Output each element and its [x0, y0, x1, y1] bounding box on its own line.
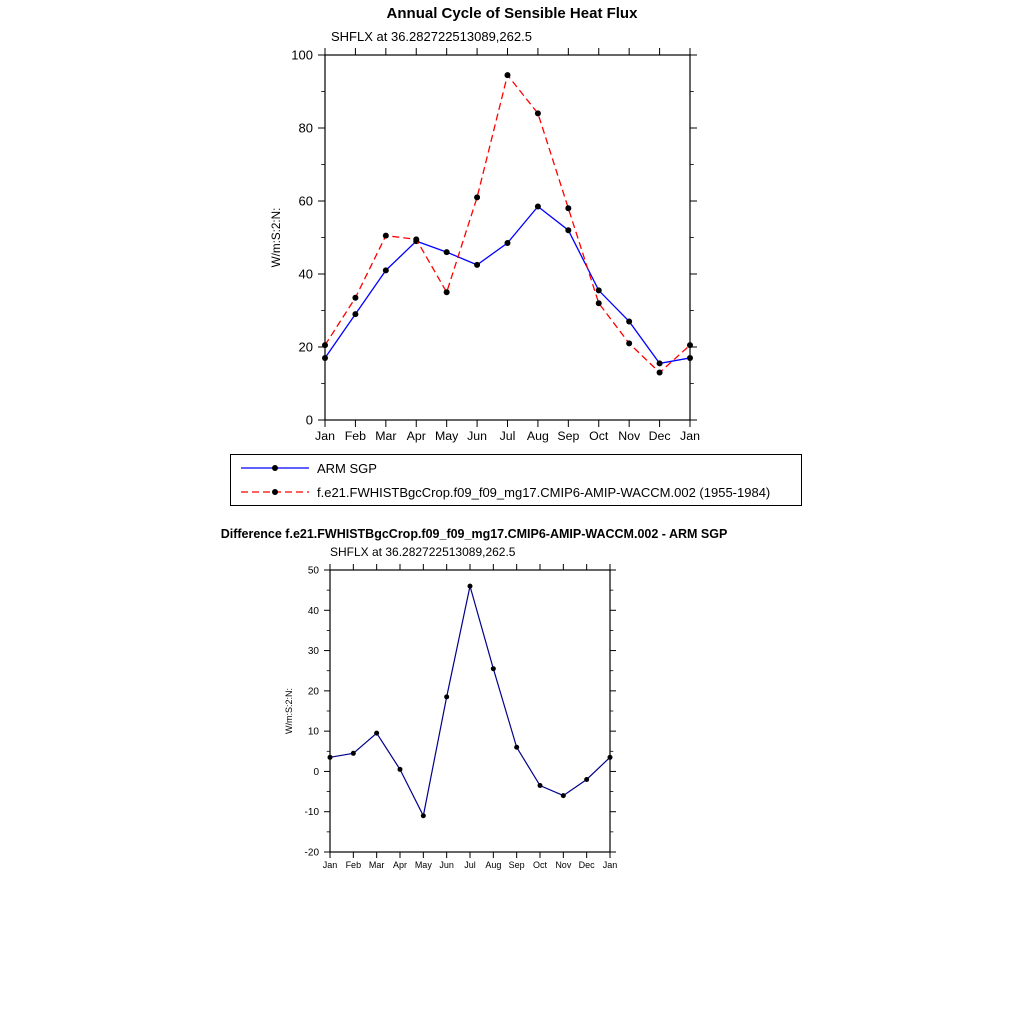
data-point-marker — [474, 262, 480, 268]
axis-label: Jun — [467, 429, 488, 443]
legend-line-sample — [237, 485, 317, 499]
axis-label: Sep — [557, 429, 580, 443]
series-line — [325, 206, 690, 363]
axis-label: Jan — [315, 429, 335, 443]
data-point-marker — [468, 584, 473, 589]
data-point-marker — [398, 767, 403, 772]
top-chart-subtitle: SHFLX at 36.282722513089,262.5 — [331, 29, 532, 44]
data-point-marker — [657, 360, 663, 366]
data-point-marker — [687, 342, 693, 348]
axis-label: 0 — [305, 412, 313, 428]
data-point-marker — [351, 751, 356, 756]
legend-entry-label: ARM SGP — [317, 460, 377, 476]
axis-label: 20 — [307, 686, 319, 698]
axis-label: Oct — [532, 860, 548, 870]
legend-box — [230, 454, 802, 506]
plot-frame — [330, 570, 610, 852]
data-point-marker — [413, 236, 419, 242]
data-point-marker — [514, 745, 519, 750]
legend-entry — [237, 480, 795, 504]
axis-label: Dec — [578, 860, 595, 870]
data-point-marker — [538, 783, 543, 788]
data-point-marker — [352, 311, 358, 317]
axis-label: Jul — [464, 860, 476, 870]
data-point-marker — [565, 205, 571, 211]
plot-frame — [325, 55, 690, 420]
data-point-marker — [505, 72, 511, 78]
axis-label: Nov — [618, 429, 641, 443]
data-point-marker — [657, 370, 663, 376]
legend-entry-label: f.e21.FWHISTBgcCrop.f09_f09_mg17.CMIP6-AMIP-WACCM.002 (1955-1984) — [317, 484, 771, 500]
data-point-marker — [474, 194, 480, 200]
axis-label: Oct — [589, 429, 609, 443]
axis-label: Aug — [485, 860, 502, 870]
data-point-marker — [444, 694, 449, 699]
data-point-marker — [491, 666, 496, 671]
axis-label: Nov — [555, 860, 572, 870]
data-point-marker — [584, 777, 589, 782]
axis-label: Mar — [368, 860, 385, 870]
data-point-marker — [535, 110, 541, 116]
data-point-marker — [561, 793, 566, 798]
axis-label: Mar — [375, 429, 397, 443]
data-point-marker — [322, 355, 328, 361]
data-point-marker — [352, 295, 358, 301]
data-point-marker — [565, 227, 571, 233]
axis-label: -20 — [304, 847, 319, 859]
axis-label: Jan — [322, 860, 338, 870]
difference-plot — [270, 560, 650, 880]
axis-label: Aug — [526, 429, 549, 443]
axis-label: Dec — [648, 429, 671, 443]
legend-entry — [237, 456, 795, 480]
axis-label: Jul — [499, 429, 516, 443]
series-line — [325, 75, 690, 372]
axis-label: 30 — [307, 646, 319, 658]
data-point-marker — [444, 249, 450, 255]
data-point-marker — [374, 731, 379, 736]
annual-cycle-plot — [260, 40, 720, 450]
top-chart-title: Annual Cycle of Sensible Heat Flux — [386, 5, 638, 22]
axis-label: 50 — [307, 565, 319, 577]
axis-label: 100 — [291, 47, 313, 63]
data-point-marker — [383, 233, 389, 239]
axis-label: Sep — [508, 860, 525, 870]
axis-label: W/m:S:2:N: — [284, 687, 294, 735]
axis-label: Apr — [406, 429, 426, 443]
axis-label: May — [414, 860, 432, 870]
legend-line-sample — [237, 461, 317, 475]
data-point-marker — [687, 355, 693, 361]
data-point-marker — [328, 755, 333, 760]
data-point-marker — [535, 203, 541, 209]
legend-rows — [237, 456, 795, 504]
axis-label: 80 — [298, 120, 313, 136]
data-point-marker — [421, 813, 426, 818]
axis-label: -10 — [304, 807, 319, 819]
data-point-marker — [626, 340, 632, 346]
axis-label: Apr — [392, 860, 408, 870]
data-point-marker — [322, 342, 328, 348]
axis-label: Feb — [345, 860, 362, 870]
axis-label: Jun — [439, 860, 454, 870]
data-point-marker — [626, 318, 632, 324]
axis-label: Jan — [602, 860, 618, 870]
series-line — [330, 586, 610, 816]
data-point-marker — [608, 755, 613, 760]
bottom-chart-subtitle: SHFLX at 36.282722513089,262.5 — [330, 545, 516, 559]
data-point-marker — [505, 240, 511, 246]
data-point-marker — [596, 287, 602, 293]
axis-label: Jan — [680, 429, 700, 443]
axis-label: 0 — [313, 766, 319, 778]
data-point-marker — [444, 289, 450, 295]
bottom-chart-title: Difference f.e21.FWHISTBgcCrop.f09_f09_mg17.CMIP6-AMIP-WACCM.002 - ARM SGP — [220, 527, 728, 541]
data-point-marker — [596, 300, 602, 306]
axis-label: 60 — [298, 193, 313, 209]
axis-label: 10 — [307, 726, 319, 738]
axis-label: 40 — [298, 266, 313, 282]
data-point-marker — [383, 267, 389, 273]
axis-label: 40 — [307, 605, 319, 617]
axis-label: May — [435, 429, 459, 443]
axis-label: Feb — [344, 429, 367, 443]
axis-label: 20 — [298, 339, 313, 355]
axis-label: W/m:S:2:N: — [270, 207, 283, 268]
